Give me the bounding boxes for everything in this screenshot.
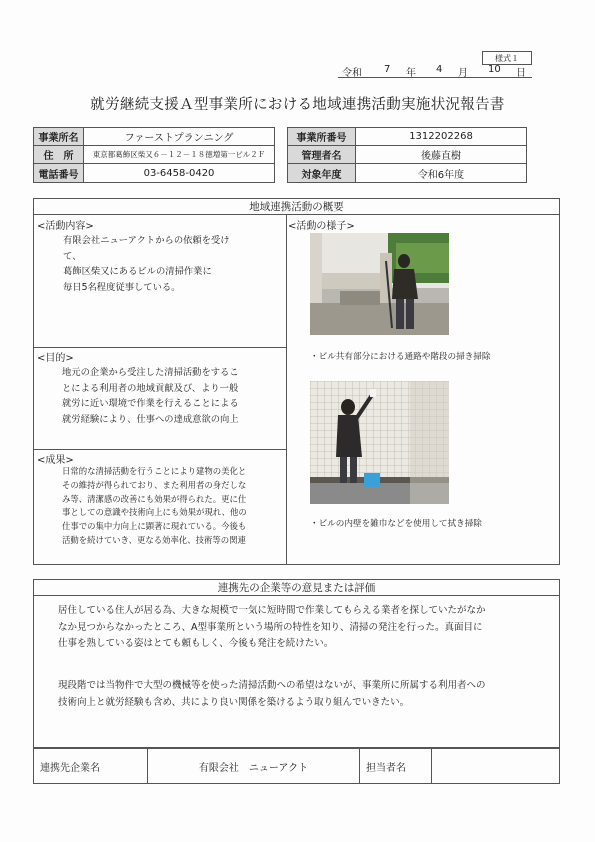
text-line: とによる利用者の地域貢献及び、より一般 bbox=[62, 382, 239, 394]
office-number-label: 事業所番号 bbox=[288, 128, 356, 146]
document-title: 就労継続支援Ａ型事業所における地域連携活動実施状況報告書 bbox=[90, 97, 505, 113]
date-year: 7 bbox=[384, 64, 391, 75]
evaluation-paragraph-1 bbox=[58, 603, 486, 653]
result-label: <成果> bbox=[37, 455, 74, 466]
text-line: て、 bbox=[63, 250, 82, 262]
evaluation-header: 連携先の企業等の意見または評価 bbox=[34, 580, 559, 596]
date-month: 4 bbox=[436, 64, 443, 75]
text-line: 活動を続けていき、更なる効率化、技術等の関連 bbox=[62, 534, 246, 545]
activity-content-text bbox=[63, 233, 230, 295]
text-line: 仕事を熟している姿はとても頼もしく、今後も発注を続けたい。 bbox=[58, 638, 334, 649]
address-value: 東京都葛飾区柴又６－１２－１８徳増第一ビル２Ｆ bbox=[84, 146, 274, 164]
office-info-table bbox=[33, 127, 275, 183]
person-in-charge-label: 担当者名 bbox=[360, 749, 432, 783]
text-line: 居住している住人が居る為、大きな規模で一気に短時間で作業してもらえる業者を探していたがなか bbox=[58, 605, 486, 616]
activity-photos-label: <活動の様子> bbox=[288, 221, 355, 232]
office-number-value: 1312202268 bbox=[356, 128, 526, 146]
text-line: 毎日5名程度従事している。 bbox=[63, 281, 181, 293]
text-line: 事としての意識や技術向上にも効果が現れ、他の bbox=[62, 507, 247, 518]
text-line: み等、清潔感の改善にも効果が得られた。更に仕 bbox=[62, 493, 247, 504]
partner-company-value: 有限会社 ニューアクト bbox=[148, 749, 360, 783]
text-line: 仕事での集中力向上に顕著に現れている。今後も bbox=[62, 521, 247, 532]
phone-value: 03-6458-0420 bbox=[143, 167, 215, 179]
text-line: 葛飾区柴又にあるビルの清掃作業に bbox=[63, 266, 212, 278]
text-line: 就労に近い環境で作業を行えることによる bbox=[62, 398, 239, 410]
date-day: 10 bbox=[488, 64, 501, 75]
sweeping-photo-caption: ・ビル共有部分における通路や階段の掃き掃除 bbox=[310, 352, 491, 362]
target-year-label: 対象年度 bbox=[288, 164, 356, 182]
text-line: 日常的な清掃活動を行うことにより建物の美化と bbox=[62, 466, 247, 476]
office-detail-table bbox=[287, 127, 527, 183]
text-line: 現段階では当物件で大型の機械等を使った清掃活動への希望はないが、事業所に所属する利用者への bbox=[58, 680, 486, 691]
wall-cleaning-photo-caption: ・ビルの内壁を雑巾などを使用して拭き掃除 bbox=[310, 519, 482, 529]
date-era: 令和 bbox=[342, 68, 362, 79]
text-line: 地元の企業から受注した清掃活動をするこ bbox=[62, 367, 239, 378]
partner-company-label: 連携先企業名 bbox=[34, 749, 148, 783]
purpose-text bbox=[62, 365, 239, 427]
text-line: 就労経験により、仕事への達成意欲の向上 bbox=[62, 413, 239, 425]
text-line: なか見つからなかったところ、A型事業所という場所の特性を知り、清掃の発注を行った。真面目に bbox=[58, 621, 483, 633]
evaluation-paragraph-2 bbox=[58, 678, 486, 711]
overview-divider bbox=[286, 215, 287, 564]
date-line bbox=[338, 64, 532, 78]
purpose-label: <目的> bbox=[37, 353, 74, 364]
activity-content-label: <活動内容> bbox=[37, 221, 94, 232]
target-year-value: 令和6年度 bbox=[417, 169, 465, 181]
activity-overview-section bbox=[33, 198, 560, 565]
overview-header: 地域連携活動の概要 bbox=[34, 199, 559, 215]
date-month-unit: 月 bbox=[458, 68, 468, 79]
text-line: その維持が得られており、また利用者の身だしな bbox=[62, 479, 247, 490]
partner-evaluation-section bbox=[33, 579, 560, 748]
text-line: 技術向上と就労経験も含め、共により良い関係を築けるよう取り組んでいきたい。 bbox=[58, 696, 410, 708]
office-name-value: ファーストプランニング bbox=[84, 128, 274, 146]
date-day-unit: 日 bbox=[516, 68, 526, 79]
overview-row-divider bbox=[34, 449, 286, 450]
overview-row-divider bbox=[34, 347, 286, 348]
person-in-charge-value bbox=[432, 749, 559, 783]
address-label: 住 所 bbox=[34, 146, 84, 164]
wall-cleaning-photo bbox=[310, 381, 449, 504]
manager-value: 後藤直樹 bbox=[356, 146, 526, 164]
date-year-unit: 年 bbox=[406, 68, 416, 79]
text-line: 有限会社ニューアクトからの依頼を受け bbox=[63, 235, 230, 246]
office-name-label: 事業所名 bbox=[34, 128, 84, 146]
result-text bbox=[62, 465, 247, 548]
sweeping-photo bbox=[310, 233, 449, 335]
form-number-label: 様式１ bbox=[482, 51, 532, 65]
phone-label: 電話番号 bbox=[34, 164, 84, 182]
manager-label: 管理者名 bbox=[288, 146, 356, 164]
partner-info-row bbox=[33, 748, 560, 784]
